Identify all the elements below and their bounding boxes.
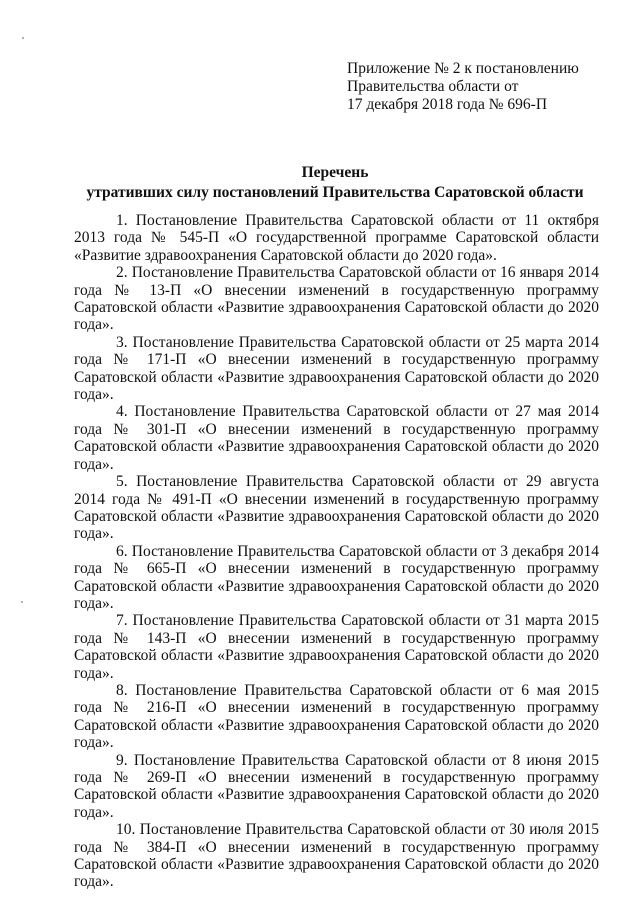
scan-speck	[21, 601, 23, 603]
list-item: 5. Постановление Правительства Саратовской области от 29 августа 2014 года № 491-П «О внесении изменений в государственную программу Саратовской области «Развитие здравоохранения Саратовской области до 2020 года».	[74, 473, 599, 543]
heading-title: Перечень	[301, 164, 369, 181]
list-item: 6. Постановление Правительства Саратовской области от 3 декабря 2014 года № 665-П «О внесении изменений в государственную программу Саратовской области «Развитие здравоохранения Саратовской области до 2020 года».	[74, 542, 599, 612]
appendix-header	[347, 60, 627, 114]
scan-speck	[22, 37, 24, 39]
list-item: 10. Постановление Правительства Саратовской области от 30 июля 2015 года № 384-П «О внесении изменений в государственную программу Саратовской области «Развитие здравоохранения Саратовской области до 2020 года».	[74, 821, 599, 891]
appendix-line-1: Приложение № 2 к постановлению	[347, 60, 579, 77]
appendix-line-2: Правительства области от	[347, 78, 519, 95]
repealed-acts-list	[74, 212, 599, 891]
list-item: 4. Постановление Правительства Саратовской области от 27 мая 2014 года № 301-П «О внесении изменений в государственную программу Саратовской области «Развитие здравоохранения Саратовской области до 2020 года».	[74, 403, 599, 473]
list-item: 9. Постановление Правительства Саратовской области от 8 июня 2015 года № 269-П «О внесении изменений в государственную программу Саратовской области «Развитие здравоохранения Саратовской области до 2020 года».	[74, 751, 599, 821]
document-heading	[70, 163, 600, 203]
list-item: 8. Постановление Правительства Саратовской области от 6 мая 2015 года № 216-П «О внесении изменений в государственную программу Саратовской области «Развитие здравоохранения Саратовской области до 2020 года».	[74, 681, 599, 752]
list-item: 3. Постановление Правительства Саратовской области от 25 марта 2014 года № 171-П «О внесении изменений в государственную программу Саратовской области «Развитие здравоохранения Саратовской области до 2020 года».	[74, 333, 599, 404]
list-item: 7. Постановление Правительства Саратовской области от 31 марта 2015 года № 143-П «О внесении изменений в государственную программу Саратовской области «Развитие здравоохранения Саратовской области до 2020 года».	[74, 612, 599, 682]
list-item: 1. Постановление Правительства Саратовской области от 11 октября 2013 года № 545-П «О государственной программе Саратовской области «Развитие здравоохранения Саратовской области до 2020 года».	[74, 212, 599, 264]
list-item: 2. Постановление Правительства Саратовской области от 16 января 2014 года № 13-П «О внесении изменений в государственную программу Саратовской области «Развитие здравоохранения Саратовской области до 2020 года».	[74, 264, 599, 334]
heading-subtitle: утративших силу постановлений Правительства Саратовской области	[86, 184, 584, 201]
appendix-line-3: 17 декабря 2018 года № 696-П	[347, 96, 548, 113]
